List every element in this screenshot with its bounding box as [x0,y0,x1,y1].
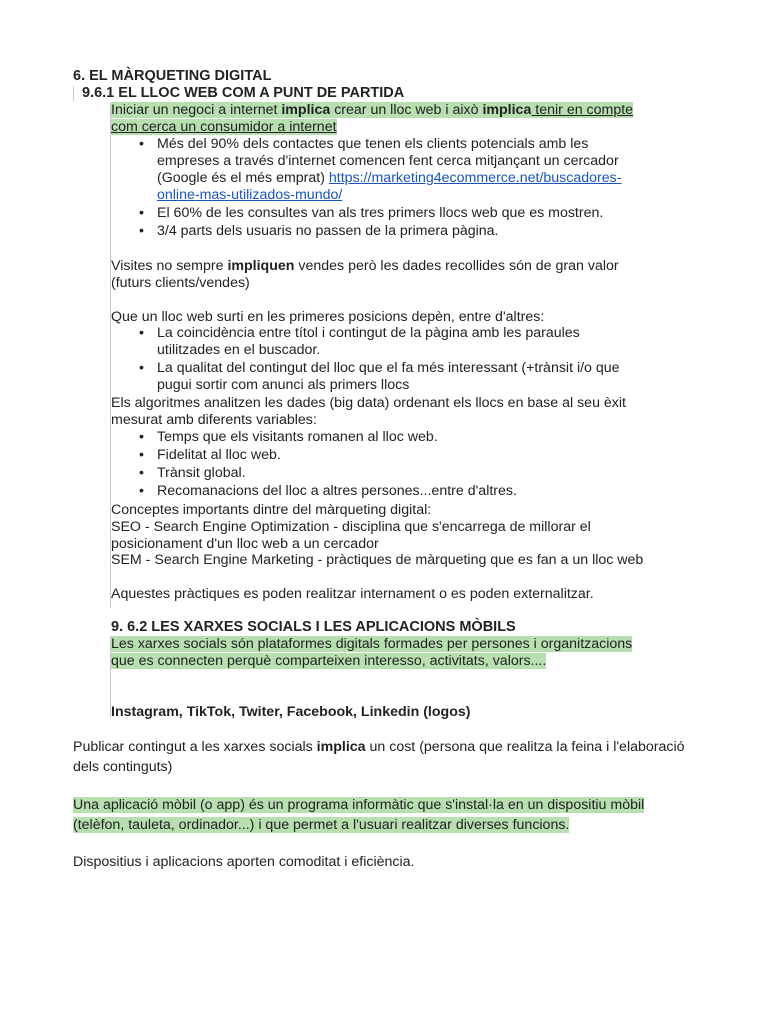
intro-a: Iniciar un negoci a internet [111,102,282,118]
heading-xarxes-socials: 9. 6.2 LES XARXES SOCIALS I LES APLICACIONS MÒBILS [111,619,516,635]
list-item: • La qualitat del contingut del lloc que el fa més interessant (+trànsit i/o que pugui sortir com anunci als primers llocs [139,360,639,394]
publicar-implica: implica [316,739,366,755]
seo-paragraph: SEO - Search Engine Optimization - disciplina que s'encarrega de millorar el posicionament d'un lloc web a un cercador [111,519,591,552]
heading-lloc-web: 9.6.1 EL LLOC WEB COM A PUNT DE PARTIDA [82,85,405,101]
intro-d: tenir en compte com cerca un consumidor a internet [111,102,634,135]
publicar-c: un cost (persona que realitza la feina i l'elaboració dels continguts) [73,739,685,775]
visites-paragraph [111,258,651,292]
list-item: • La coincidència entre títol i contingut de la pàgina amb les paraules utilitzades en el buscador. [139,325,639,359]
variables-list [139,429,639,501]
search-stats-list [139,136,639,241]
list-item: • 3/4 parts dels usuaris no passen de la primera pàgina. [139,223,639,240]
list-item: • Recomanacions del lloc a altres persones...entre d'altres. [139,483,639,500]
intro-implica-1: implica [281,102,331,118]
list-item: • Temps que els visitants romanen al lloc web. [139,429,639,446]
intro-implica-2: implica [482,102,532,118]
xarxes-paragraph [111,636,651,670]
heading-indent-bar [73,86,74,101]
que-paragraph: Que un lloc web surti en les primeres posicions depèn, entre d'altres: [111,309,545,325]
intro-paragraph [111,102,651,136]
list-item [139,136,639,204]
heading-marketing-digital: 6. EL MÀRQUETING DIGITAL [73,68,272,84]
conceptes-paragraph: Conceptes importants dintre del màrqueting digital: [111,502,432,518]
app-text: Una aplicació mòbil (o app) és un programa informàtic que s'instal·la en un dispositiu mòbil (telèfon, tauleta, ordinador...) i que permet a l'usuari realitzar diverses funcions. [73,797,645,833]
visites-a: Visites no sempre [111,258,228,274]
publicar-paragraph [73,738,693,777]
list-item: • El 60% de les consultes van als tres primers llocs web que es mostren. [139,205,639,222]
app-paragraph [73,796,693,835]
intro-c: crear un lloc web i això [330,102,483,118]
list-item: • Trànsit global. [139,465,639,482]
publicar-a: Publicar contingut a les xarxes socials [73,739,317,755]
list-item: • Fidelitat al lloc web. [139,447,639,464]
visites-impliquen: impliquen [227,258,295,274]
xarxes-text: Les xarxes socials són plataformes digitals formades per persones i organitzacions que es connecten perquè comparteixen interesso, activitats, valors.... [111,636,633,669]
dispositius-paragraph: Dispositius i aplicacions aporten comoditat i eficiència. [73,854,415,870]
social-logos-line: Instagram, TikTok, Twiter, Facebook, Linkedin (logos) [111,704,471,720]
visites-c: vendes però les dades recollides són de gran valor (futurs clients/vendes) [111,258,619,291]
marketing4ecommerce-link[interactable]: https://marketing4ecommerce.net/buscadores-online-mas-utilizados-mundo/ [157,170,622,203]
algoritmes-paragraph: Els algoritmes analitzen les dades (big data) ordenant els llocs en base al seu èxit mesurat amb diferents variables: [111,395,626,428]
position-factors-list [139,325,639,395]
stat-90-text: Més del 90% dels contactes que tenen els clients potencials amb les empreses a través d'internet comencen fent cerca mitjançant un cercador (Google és el més emprat) [157,136,619,186]
sem-paragraph: SEM - Search Engine Marketing - pràctiques de màrqueting que es fan a un lloc web [111,552,644,568]
aquestes-paragraph: Aquestes pràctiques es poden realitzar internament o es poden externalitzar. [111,586,594,602]
